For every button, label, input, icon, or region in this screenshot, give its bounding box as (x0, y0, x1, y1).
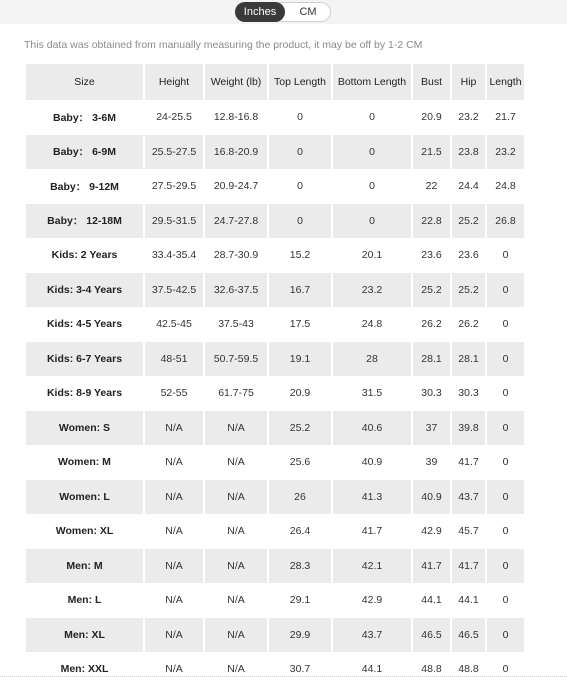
size-chart-table (24, 64, 526, 687)
measurement-cell: 25.2 (413, 273, 450, 308)
measurement-cell: 0 (487, 273, 524, 308)
measurement-cell: 45.7 (458, 525, 479, 538)
measurement-cell: 16.7 (269, 273, 331, 308)
table-row (26, 135, 524, 170)
measurement-cell: N/A (165, 663, 183, 676)
measurement-cell: 0 (502, 249, 509, 262)
measurement-cell: 44.1 (421, 594, 442, 607)
measurement-cell: 30.3 (458, 387, 479, 400)
measurement-cell: 0 (502, 663, 509, 676)
measurement-cell: 52-55 (160, 387, 188, 400)
table-row (26, 342, 524, 377)
column-header: Size (26, 64, 143, 100)
measurement-cell: 46.5 (413, 618, 450, 653)
measurement-cell: 0 (487, 480, 524, 515)
table-row (26, 583, 524, 618)
table-row (26, 445, 524, 480)
measurement-cell: 41.7 (458, 456, 479, 469)
measurement-cell: 0 (502, 318, 509, 331)
column-header: Height (145, 64, 203, 100)
size-cell: Men: XL (26, 618, 143, 653)
measurement-cell: 20.9 (289, 387, 311, 400)
measurement-cell: 46.5 (452, 618, 485, 653)
size-cell: Women: S (26, 411, 143, 446)
measurement-cell: 41.3 (333, 480, 411, 515)
measurement-cell: N/A (145, 411, 203, 446)
measurement-cell: N/A (165, 456, 183, 469)
table-row (26, 238, 524, 273)
measurement-cell: 26.8 (487, 204, 524, 239)
table-row (26, 411, 524, 446)
measurement-cell: N/A (205, 480, 267, 515)
measurement-cell: 26.2 (421, 318, 442, 331)
measurement-cell: 30.3 (421, 387, 442, 400)
measurement-cell: 48-51 (145, 342, 203, 377)
measurement-cell: 0 (333, 204, 411, 239)
size-cell: Men: L (67, 594, 102, 607)
measurement-cell: 0 (369, 180, 375, 193)
measurement-cell: 0 (297, 180, 303, 193)
measurement-cell: 32.6-37.5 (205, 273, 267, 308)
measurement-cell: 22 (425, 180, 438, 193)
measurement-cell: 28.1 (452, 342, 485, 377)
size-cell: Kids: 3-4 Years (26, 273, 143, 308)
size-cell: Women: L (26, 480, 143, 515)
measurement-cell: 21.5 (413, 135, 450, 170)
measurement-cell: 24.4 (458, 180, 479, 193)
measurement-cell: 28.7-30.9 (213, 249, 259, 262)
measurement-cell: N/A (227, 663, 245, 676)
measurement-cell: 28 (333, 342, 411, 377)
cm-button[interactable]: CM (299, 6, 317, 18)
measurement-cell: 29.9 (269, 618, 331, 653)
measurement-cell: 43.7 (333, 618, 411, 653)
measurement-cell: 24.8 (361, 318, 383, 331)
column-header: Weight (lb) (205, 64, 267, 100)
measurement-cell: 44.1 (361, 663, 383, 676)
measurement-cell: 41.7 (452, 549, 485, 584)
size-cell: Kids: 4-5 Years (46, 318, 123, 331)
size-cell: Baby： 12-18M (26, 204, 143, 239)
measurement-cell: 28.3 (269, 549, 331, 584)
measurement-cell: 0 (487, 618, 524, 653)
measurement-cell: N/A (145, 618, 203, 653)
size-cell: Baby： 9-12M (50, 180, 119, 193)
table-row (26, 169, 524, 204)
table-row (26, 100, 524, 135)
measurement-cell: 25.6 (289, 456, 311, 469)
measurement-cell: N/A (145, 480, 203, 515)
measurement-cell: 21.7 (495, 111, 516, 124)
measurement-cell: 31.5 (361, 387, 383, 400)
measurement-cell: 0 (487, 342, 524, 377)
measurement-cell: 15.2 (289, 249, 311, 262)
table-header-row (26, 64, 524, 100)
measurement-cell: N/A (165, 525, 183, 538)
measurement-cell: 0 (502, 456, 509, 469)
measurement-cell: 23.2 (458, 111, 479, 124)
column-header: Bust (413, 64, 450, 100)
measurement-cell: 24.7-27.8 (205, 204, 267, 239)
measurement-cell: 28.1 (413, 342, 450, 377)
table-row (26, 652, 524, 687)
measurement-cell: 23.6 (458, 249, 479, 262)
measurement-cell: 42.5-45 (156, 318, 192, 331)
measurement-cell: 0 (502, 387, 509, 400)
size-cell: Men: M (26, 549, 143, 584)
measurement-cell: 39 (425, 456, 438, 469)
measurement-cell: N/A (165, 594, 183, 607)
measurement-cell: 27.5-29.5 (151, 180, 197, 193)
measurement-disclaimer: This data was obtained from manually measuring the product, it may be off by 1-2 CM (24, 39, 423, 51)
size-cell: Women: XL (55, 525, 114, 538)
size-cell: Women: M (58, 456, 111, 469)
measurement-cell: 24.8 (495, 180, 516, 193)
size-cell: Kids: 6-7 Years (26, 342, 143, 377)
measurement-cell: 40.6 (333, 411, 411, 446)
measurement-cell: 0 (487, 549, 524, 584)
column-header: Hip (452, 64, 485, 100)
measurement-cell: 26 (269, 480, 331, 515)
measurement-cell: 0 (269, 204, 331, 239)
table-row (26, 204, 524, 239)
table-row (26, 480, 524, 515)
measurement-cell: 0 (502, 525, 509, 538)
measurement-cell: 23.6 (421, 249, 442, 262)
measurement-cell: 16.8-20.9 (205, 135, 267, 170)
measurement-cell: 30.7 (289, 663, 311, 676)
table-row (26, 273, 524, 308)
measurement-cell: 44.1 (458, 594, 479, 607)
table-row (26, 376, 524, 411)
size-cell: Kids: 2 Years (51, 249, 118, 262)
size-cell: Men: XXL (60, 663, 109, 676)
measurement-cell: 61.7-75 (218, 387, 254, 400)
column-header: Bottom Length (333, 64, 411, 100)
measurement-cell: 26.4 (289, 525, 311, 538)
measurement-cell: N/A (205, 549, 267, 584)
measurement-cell: N/A (205, 618, 267, 653)
measurement-cell: 0 (269, 135, 331, 170)
column-header: Length (487, 64, 524, 100)
table-row (26, 514, 524, 549)
measurement-cell: 0 (502, 594, 509, 607)
unit-toggle (235, 2, 331, 22)
measurement-cell: 40.9 (361, 456, 383, 469)
table-row (26, 549, 524, 584)
measurement-cell: N/A (227, 594, 245, 607)
measurement-cell: 39.8 (452, 411, 485, 446)
measurement-cell: 37.5-42.5 (145, 273, 203, 308)
measurement-cell: 41.7 (413, 549, 450, 584)
table-row (26, 618, 524, 653)
measurement-cell: 20.9 (421, 111, 442, 124)
size-cell: Kids: 8-9 Years (46, 387, 123, 400)
measurement-cell: 40.9 (413, 480, 450, 515)
measurement-cell: 0 (487, 411, 524, 446)
measurement-cell: 25.2 (452, 273, 485, 308)
measurement-cell: 17.5 (289, 318, 311, 331)
measurement-cell: 25.5-27.5 (145, 135, 203, 170)
measurement-cell: 20.1 (361, 249, 383, 262)
measurement-cell: 29.1 (289, 594, 311, 607)
measurement-cell: 50.7-59.5 (205, 342, 267, 377)
table-row (26, 307, 524, 342)
measurement-cell: 43.7 (452, 480, 485, 515)
measurement-cell: 0 (297, 111, 303, 124)
column-header: Top Length (269, 64, 331, 100)
bottom-divider (0, 676, 567, 678)
measurement-cell: 24-25.5 (156, 111, 192, 124)
inches-button[interactable]: Inches (235, 2, 285, 22)
measurement-cell: 0 (369, 111, 375, 124)
measurement-cell: 0 (333, 135, 411, 170)
measurement-cell: 42.9 (421, 525, 442, 538)
measurement-cell: N/A (227, 456, 245, 469)
measurement-cell: 29.5-31.5 (145, 204, 203, 239)
measurement-cell: 42.1 (333, 549, 411, 584)
measurement-cell: 42.9 (361, 594, 383, 607)
measurement-cell: N/A (205, 411, 267, 446)
measurement-cell: 22.8 (413, 204, 450, 239)
measurement-cell: N/A (227, 525, 245, 538)
measurement-cell: 23.8 (452, 135, 485, 170)
measurement-cell: 33.4-35.4 (151, 249, 197, 262)
measurement-cell: 23.2 (333, 273, 411, 308)
measurement-cell: 25.2 (452, 204, 485, 239)
measurement-cell: 41.7 (361, 525, 383, 538)
measurement-cell: 48.8 (458, 663, 479, 676)
measurement-cell: 20.9-24.7 (213, 180, 259, 193)
measurement-cell: 37 (413, 411, 450, 446)
size-cell: Baby： 6-9M (26, 135, 143, 170)
size-cell: Baby： 3-6M (52, 111, 116, 124)
measurement-cell: 26.2 (458, 318, 479, 331)
measurement-cell: 25.2 (269, 411, 331, 446)
measurement-cell: 12.8-16.8 (213, 111, 259, 124)
measurement-cell: 37.5-43 (218, 318, 254, 331)
measurement-cell: 19.1 (269, 342, 331, 377)
measurement-cell: N/A (145, 549, 203, 584)
measurement-cell: 23.2 (487, 135, 524, 170)
measurement-cell: 48.8 (421, 663, 442, 676)
